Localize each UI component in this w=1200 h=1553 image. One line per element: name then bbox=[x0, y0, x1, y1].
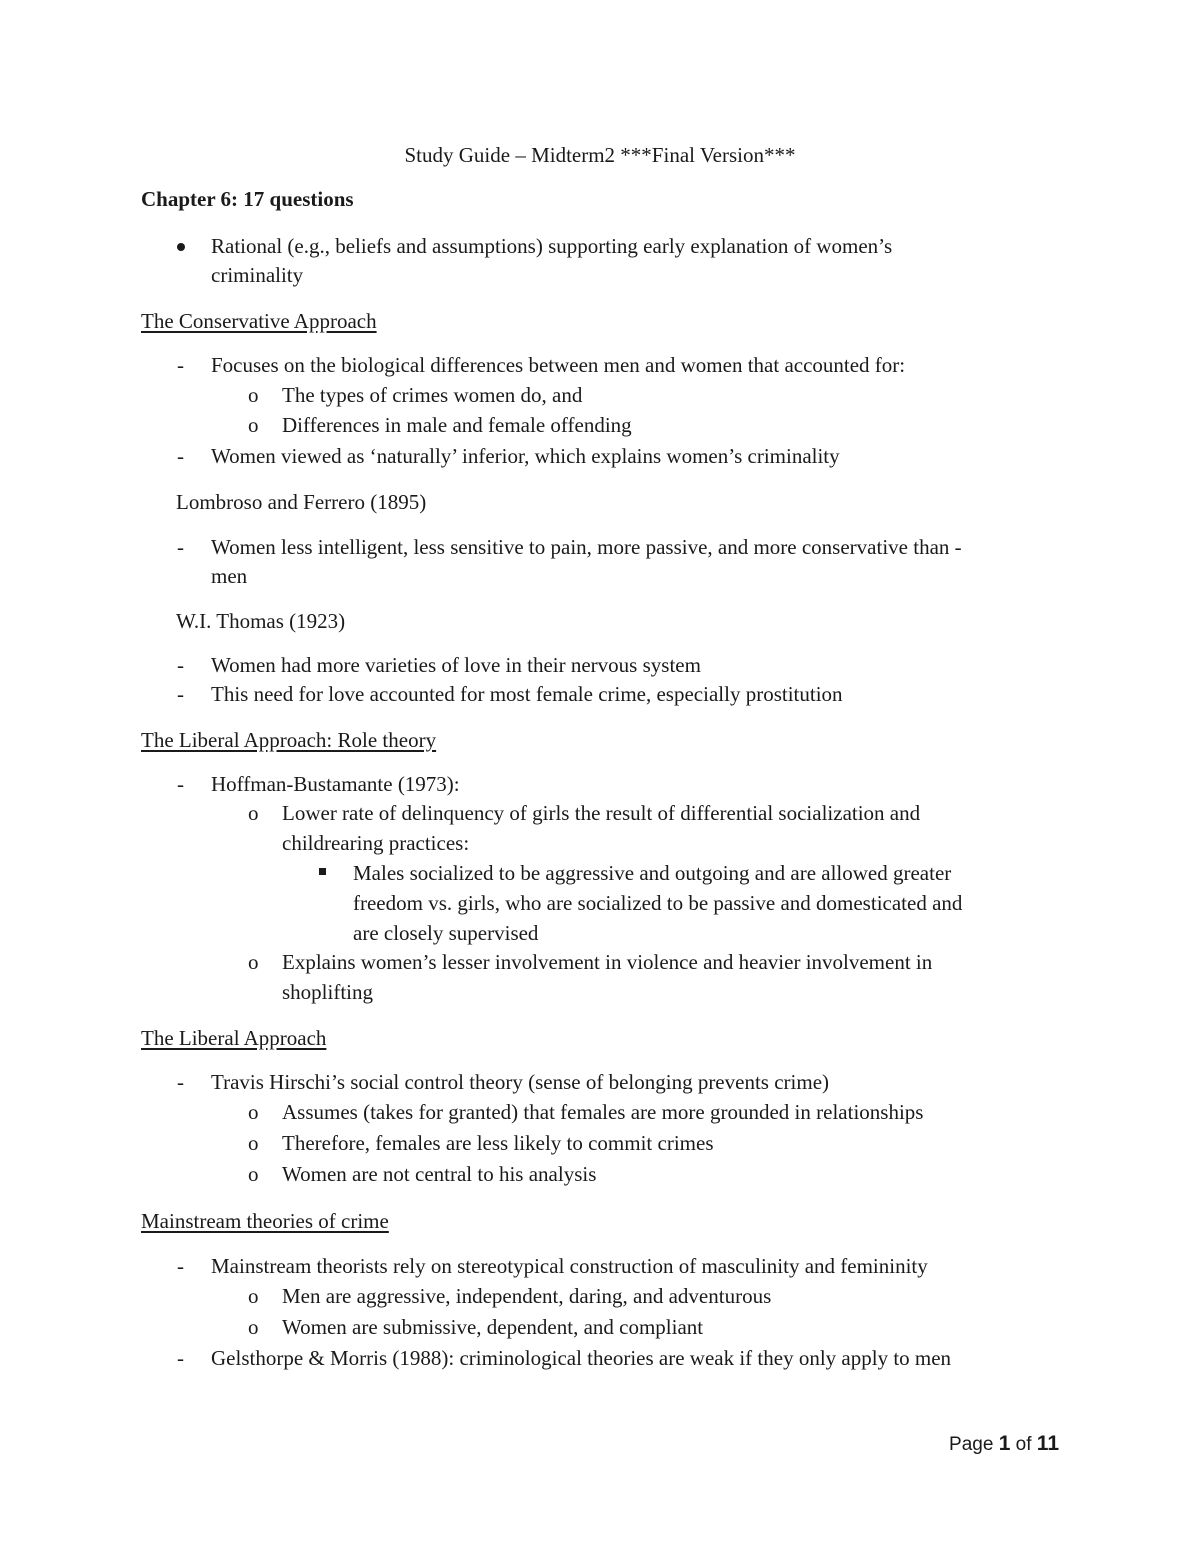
circle-marker: o bbox=[248, 1162, 259, 1186]
dash-marker: - bbox=[177, 682, 184, 706]
section-heading-liberal-role: The Liberal Approach: Role theory bbox=[141, 728, 437, 752]
list-item-continuation: men bbox=[211, 564, 248, 588]
sub-sub-list-item-continuation: freedom vs. girls, who are socialized to be passive and domesticated and bbox=[353, 891, 963, 915]
footer-of-word: of bbox=[1015, 1434, 1032, 1455]
subsection-heading-thomas: W.I. Thomas (1923) bbox=[176, 609, 346, 633]
circle-marker: o bbox=[248, 413, 259, 437]
circle-marker: o bbox=[248, 1284, 259, 1308]
list-item: This need for love accounted for most female crime, especially prostitution bbox=[211, 682, 843, 706]
sub-list-item: Lower rate of delinquency of girls the result of differential socialization and bbox=[282, 801, 921, 825]
dash-marker: - bbox=[177, 353, 184, 377]
list-item: Women had more varieties of love in their nervous system bbox=[211, 653, 701, 677]
chapter-heading: Chapter 6: 17 questions bbox=[141, 187, 354, 211]
list-item: Gelsthorpe & Morris (1988): criminological theories are weak if they only apply to men bbox=[211, 1346, 952, 1370]
circle-marker: o bbox=[248, 383, 259, 407]
dash-marker: - bbox=[177, 653, 184, 677]
list-item: Mainstream theorists rely on stereotypical construction of masculinity and femininity bbox=[211, 1254, 928, 1278]
sub-sub-list-item: Males socialized to be aggressive and outgoing and are allowed greater bbox=[353, 861, 952, 885]
footer-page-word: Page bbox=[949, 1434, 994, 1455]
intro-bullet-line: criminality bbox=[211, 263, 304, 287]
section-heading-liberal: The Liberal Approach bbox=[141, 1026, 327, 1050]
sub-list-item: Men are aggressive, independent, daring, and adventurous bbox=[282, 1284, 772, 1308]
sub-list-item: Differences in male and female offending bbox=[282, 413, 632, 437]
subsection-heading-lombroso: Lombroso and Ferrero (1895) bbox=[176, 490, 427, 514]
sub-list-item: Assumes (takes for granted) that females are more grounded in relationships bbox=[282, 1100, 924, 1124]
square-bullet-icon bbox=[319, 868, 326, 875]
dash-marker: - bbox=[177, 772, 184, 796]
footer-page-number: 1 bbox=[998, 1432, 1011, 1455]
list-item: Women less intelligent, less sensitive to pain, more passive, and more conservative than - bbox=[211, 535, 962, 559]
circle-marker: o bbox=[248, 1131, 259, 1155]
sub-list-item: Women are submissive, dependent, and compliant bbox=[282, 1315, 704, 1339]
circle-marker: o bbox=[248, 1315, 259, 1339]
intro-bullet-line: Rational (e.g., beliefs and assumptions) supporting early explanation of women’s bbox=[211, 234, 893, 258]
list-item: Travis Hirschi’s social control theory (sense of belonging prevents crime) bbox=[211, 1070, 830, 1094]
dash-marker: - bbox=[177, 444, 184, 468]
sub-list-item: Therefore, females are less likely to commit crimes bbox=[282, 1131, 714, 1155]
sub-list-item-continuation: childrearing practices: bbox=[282, 831, 470, 855]
dash-marker: - bbox=[177, 535, 184, 559]
sub-list-item: Women are not central to his analysis bbox=[282, 1162, 597, 1186]
list-item: Focuses on the biological differences between men and women that accounted for: bbox=[211, 353, 906, 377]
sub-sub-list-item-continuation: are closely supervised bbox=[353, 921, 539, 945]
footer-total-pages: 11 bbox=[1036, 1432, 1059, 1455]
page-footer bbox=[949, 1432, 1059, 1456]
dash-marker: - bbox=[177, 1346, 184, 1370]
list-item: Hoffman-Bustamante (1973): bbox=[211, 772, 460, 796]
sub-list-item: Explains women’s lesser involvement in violence and heavier involvement in bbox=[282, 950, 933, 974]
section-heading-mainstream: Mainstream theories of crime bbox=[141, 1209, 389, 1233]
sub-list-item-continuation: shoplifting bbox=[282, 980, 374, 1004]
document-title: Study Guide – Midterm2 ***Final Version*** bbox=[404, 143, 796, 167]
circle-marker: o bbox=[248, 950, 259, 974]
section-heading-conservative: The Conservative Approach bbox=[141, 309, 377, 333]
circle-marker: o bbox=[248, 801, 259, 825]
sub-list-item: The types of crimes women do, and bbox=[282, 383, 583, 407]
dash-marker: - bbox=[177, 1254, 184, 1278]
circle-marker: o bbox=[248, 1100, 259, 1124]
list-item: Women viewed as ‘naturally’ inferior, which explains women’s criminality bbox=[211, 444, 840, 468]
dash-marker: - bbox=[177, 1070, 184, 1094]
bullet-dot-icon bbox=[177, 243, 185, 251]
